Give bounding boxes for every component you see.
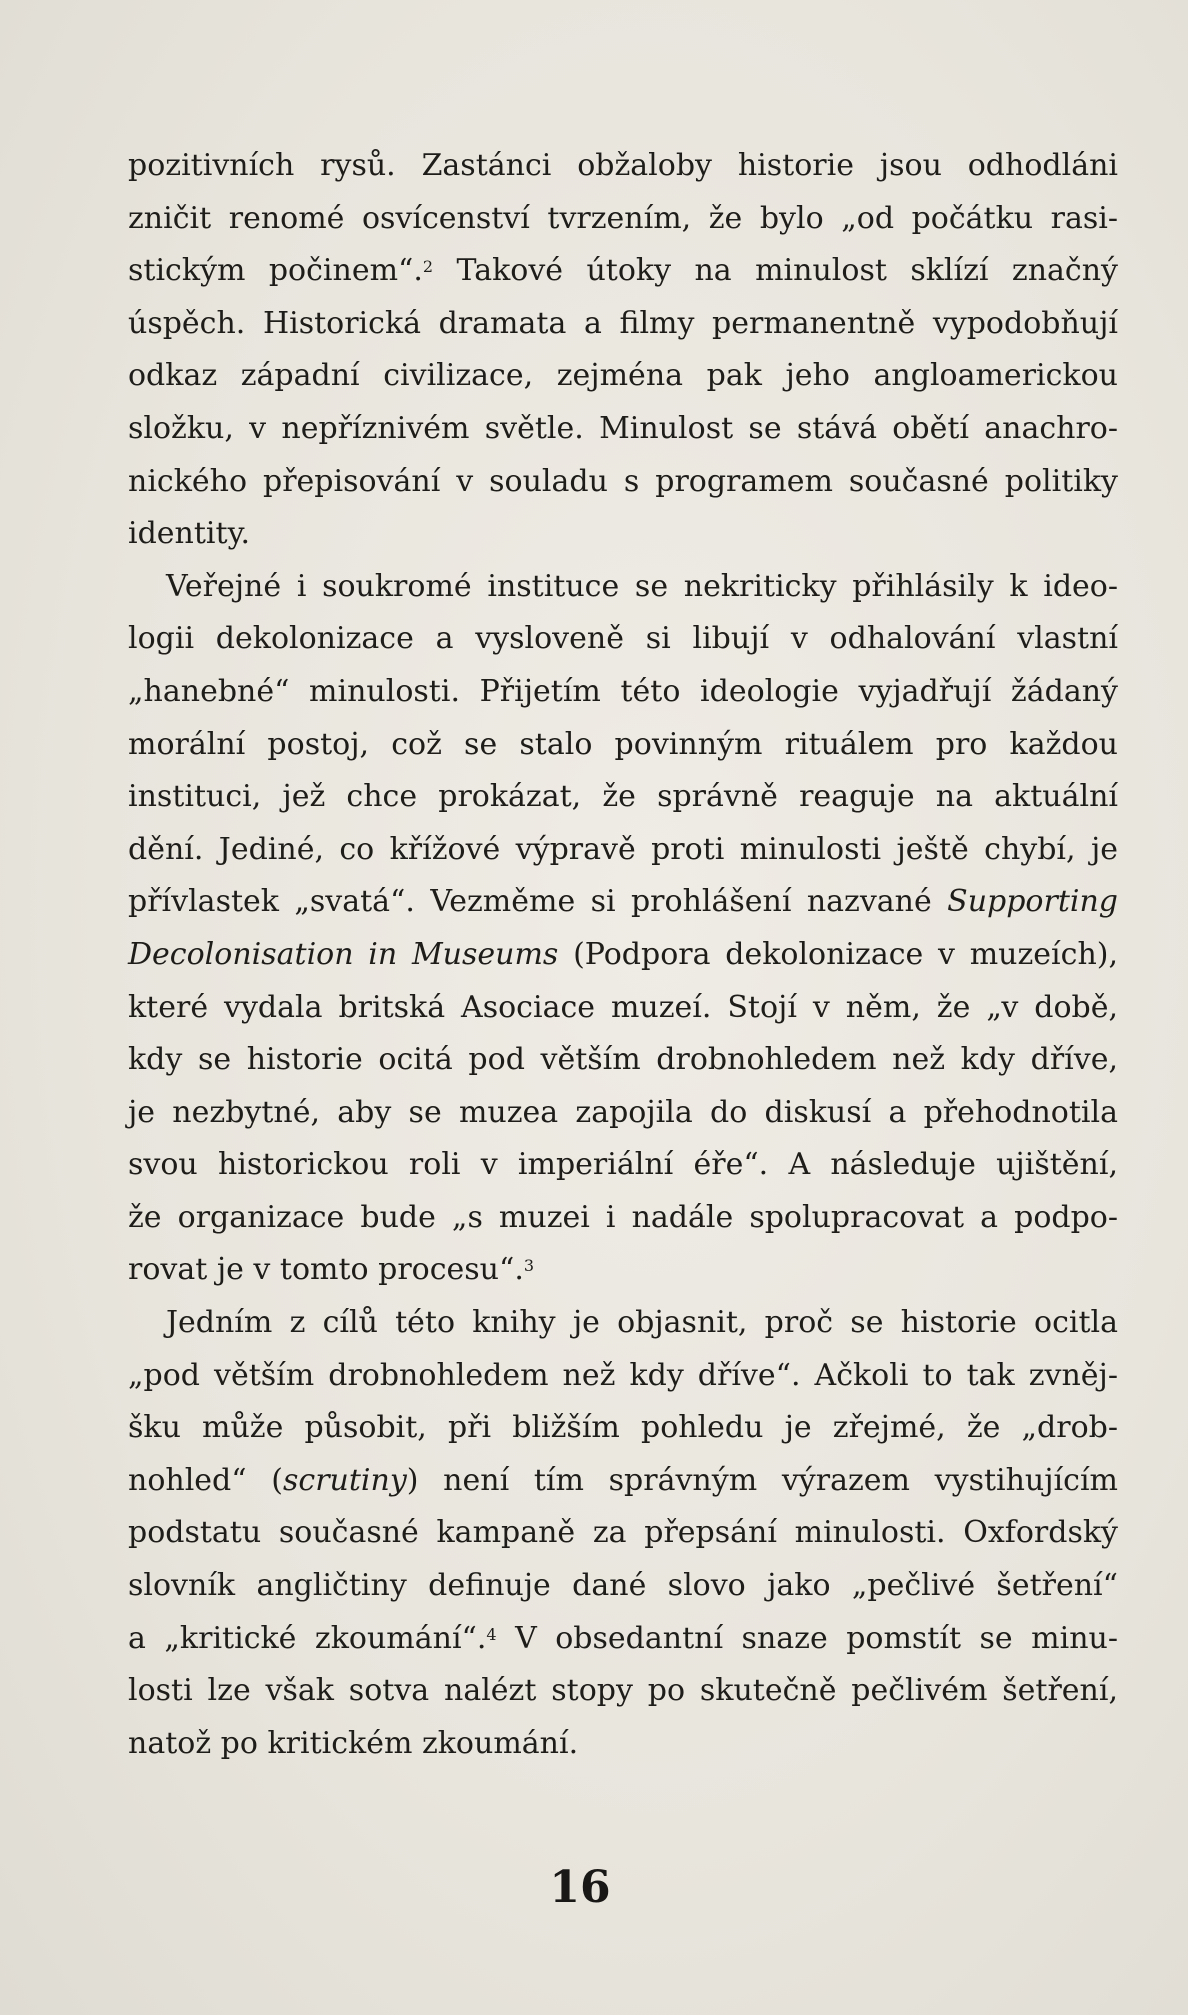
page-number: 16 [549, 1862, 611, 1913]
text-line: které vydala britská Asociace muzeí. Stojí v něm, že „v době, [128, 989, 1118, 1025]
body-text [128, 140, 1118, 1770]
text-line: svou historickou roli v imperiální éře“. A následuje ujištění, [128, 1147, 1118, 1183]
text-line: logii dekolonizace a vysloveně si libují v odhalování vlastní [128, 621, 1118, 657]
text-run: Takové útoky na minulost sklízí značný [433, 253, 1119, 289]
paragraph [128, 1297, 1118, 1770]
text-line: losti lze však sotva nalézt stopy po skutečně pečlivém šetření, [128, 1673, 1118, 1709]
italic-text: scrutiny [283, 1462, 407, 1498]
italic-text: Supporting [947, 884, 1118, 920]
text-run: rovat je v tomto procesu“. [128, 1252, 524, 1288]
text-run: stickým počinem“. [128, 253, 423, 289]
text-run: a „kritické zkoumání“. [128, 1620, 487, 1656]
footnote-marker: 4 [486, 1624, 497, 1644]
text-line [128, 876, 1118, 929]
text-line: slovník angličtiny definuje dané slovo jako „pečlivé šetření“ [128, 1568, 1118, 1604]
text-line [128, 1244, 1118, 1297]
footnote-marker: 3 [523, 1256, 535, 1276]
italic-text: Decolonisation in Museums [128, 936, 559, 972]
text-line: morální postoj, což se stalo povinným rituálem pro každou [128, 726, 1118, 762]
text-run: (Podpora dekolonizace v muzeích), [558, 936, 1118, 972]
text-line: odkaz západní civilizace, zejména pak jeho angloamerickou [128, 358, 1118, 394]
text-line: identity. [128, 516, 251, 552]
text-line: zničit renomé osvícenství tvrzením, že bylo „od počátku rasi- [128, 200, 1118, 236]
text-line [128, 1455, 1118, 1508]
text-line: nického přepisování v souladu s programem současné politiky [128, 463, 1118, 499]
text-line: instituci, jež chce prokázat, že správně reaguje na aktuální [128, 779, 1118, 815]
text-line: úspěch. Historická dramata a filmy permanentně vypodobňují [128, 305, 1118, 341]
text-line: složku, v nepříznivém světle. Minulost se stává obětí anachro- [128, 410, 1118, 446]
footnote-marker: 2 [422, 257, 434, 277]
text-line: že organizace bude „s muzei i nadále spolupracovat a podpo- [128, 1199, 1118, 1235]
paragraph [128, 140, 1118, 561]
text-line [128, 245, 1118, 298]
text-line: Veřejné i soukromé instituce se nekriticky přihlásily k ideo- [166, 568, 1118, 604]
text-line: dění. Jediné, co křížové výpravě proti minulosti ještě chybí, je [128, 831, 1118, 867]
text-line: Jedním z cílů této knihy je objasnit, proč se historie ocitla [166, 1305, 1118, 1341]
text-line: natož po kritickém zkoumání. [128, 1725, 579, 1761]
text-run: přívlastek „svatá“. Vezměme si prohlášení nazvané [128, 884, 948, 920]
text-line [128, 1613, 1118, 1666]
text-line: kdy se historie ocitá pod větším drobnohledem než kdy dříve, [128, 1042, 1118, 1078]
text-line: podstatu současné kampaně za přepsání minulosti. Oxfordský [128, 1515, 1118, 1551]
text-line: je nezbytné, aby se muzea zapojila do diskusí a přehodnotila [128, 1094, 1118, 1130]
text-run: nohled“ ( [128, 1462, 283, 1498]
text-line: „hanebné“ minulosti. Přijetím této ideologie vyjadřují žádaný [128, 673, 1118, 709]
text-line: „pod větším drobnohledem než kdy dříve“. Ačkoli to tak zvněj- [128, 1357, 1118, 1393]
text-run: V obsedantní snaze pomstít se minu- [496, 1620, 1118, 1656]
paragraph [128, 561, 1118, 1297]
text-line: šku může působit, při bližším pohledu je zřejmé, že „drob- [128, 1410, 1118, 1446]
text-line [128, 929, 1118, 982]
text-run: ) není tím správným výrazem vystihujícím [406, 1462, 1118, 1498]
text-line: pozitivních rysů. Zastánci obžaloby historie jsou odhodláni [128, 148, 1118, 183]
